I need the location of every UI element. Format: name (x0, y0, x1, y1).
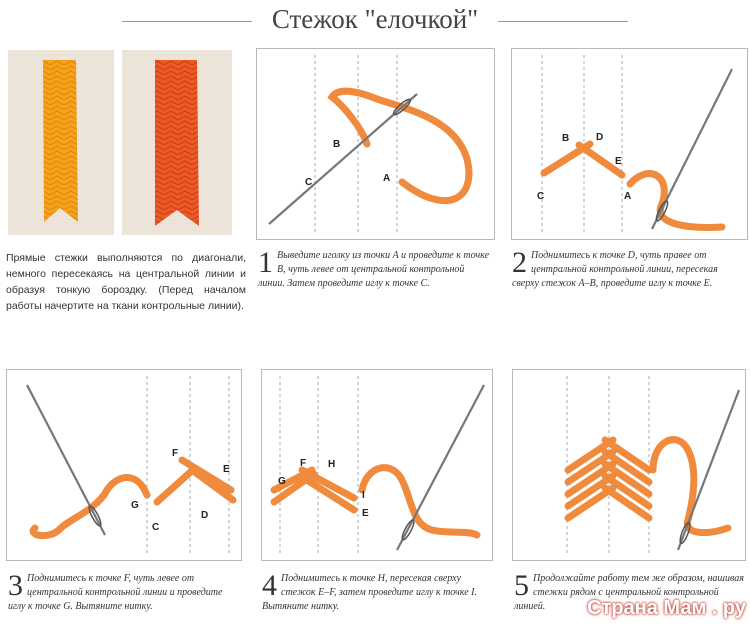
step-2-caption (512, 246, 744, 291)
step-2-label-a: A (624, 191, 632, 202)
step-4-panel (261, 369, 493, 561)
step-4-label-i: I (362, 490, 365, 501)
intro-text: Прямые стежки выполняются по диагонали, немного пересекаясь на центральной линии и образуя тонкую бороздку. (Перед началом работы начертите на ткани контрольные линии). (6, 252, 246, 312)
step-2-label-e: E (615, 156, 622, 167)
sample-photo-yellow (8, 50, 114, 235)
step-1-caption (258, 246, 490, 291)
step-5-illustration (513, 370, 745, 560)
step-3-number: 3 (8, 569, 23, 602)
step-3-illustration (7, 370, 241, 560)
step-4-label-g: G (278, 476, 286, 487)
step-2-label-c: C (537, 191, 545, 202)
step-5-number: 5 (514, 569, 529, 602)
step-3-panel (6, 369, 242, 561)
step-4-illustration (262, 370, 492, 560)
step-1-panel (256, 48, 495, 240)
step-2-text: Поднимитесь к точке D, чуть правее от центральной контрольной линии, пересекая сверху стежок A–B, проведите иглу к точке E. (512, 250, 718, 289)
step-3-text: Поднимитесь к точке F, чуть левее от центральной контрольной линии и проведите иглу к точке G. Вытяните нитку. (8, 573, 223, 612)
step-4-text: Поднимитесь к точке H, пересекая сверху стежок E–F, затем проведите иглу к точке I. Вытяните нитку. (262, 573, 477, 612)
step-5-text: Продолжайте работу тем же образом, нашивая стежки рядом с центральной контрольной линией. (514, 573, 744, 612)
step-3-caption (8, 569, 240, 614)
step-2-label-b: B (562, 133, 570, 144)
step-4-label-e: E (362, 508, 369, 519)
step-4-caption (262, 569, 492, 614)
title-row (0, 0, 750, 44)
step-3-label-c: C (152, 522, 160, 533)
step-3-label-e: E (223, 464, 230, 475)
step-1-label-c: C (305, 177, 313, 188)
step-1-illustration (257, 49, 494, 239)
step-2-panel (511, 48, 748, 240)
step-3-label-d: D (201, 510, 209, 521)
step-1-text: Выведите иголку из точки A и проведите к точке B, чуть левее от центральной контрольной линии. Затем проведите иглу к точке C. (258, 250, 490, 289)
sample-red-svg (122, 50, 232, 235)
step-4-label-f: F (300, 458, 307, 469)
step-3-label-g: G (131, 500, 139, 511)
step-1-number: 1 (258, 246, 273, 279)
step-2-label-d: D (596, 132, 604, 143)
step-3-label-f: F (172, 448, 179, 459)
title-rule-right (498, 21, 628, 22)
step-4-label-h: H (328, 459, 336, 470)
step-4-number: 4 (262, 569, 277, 602)
step-5-panel (512, 369, 746, 561)
step-1-label-a: A (383, 173, 391, 184)
step-1-label-b: B (333, 139, 341, 150)
step-2-number: 2 (512, 246, 527, 279)
page-title: Стежок "елочкой" (271, 4, 479, 34)
sample-photo-red (122, 50, 232, 235)
step-2-illustration (512, 49, 747, 239)
watermark: Страна Мам . ру (587, 597, 746, 619)
sample-yellow-svg (8, 50, 114, 235)
